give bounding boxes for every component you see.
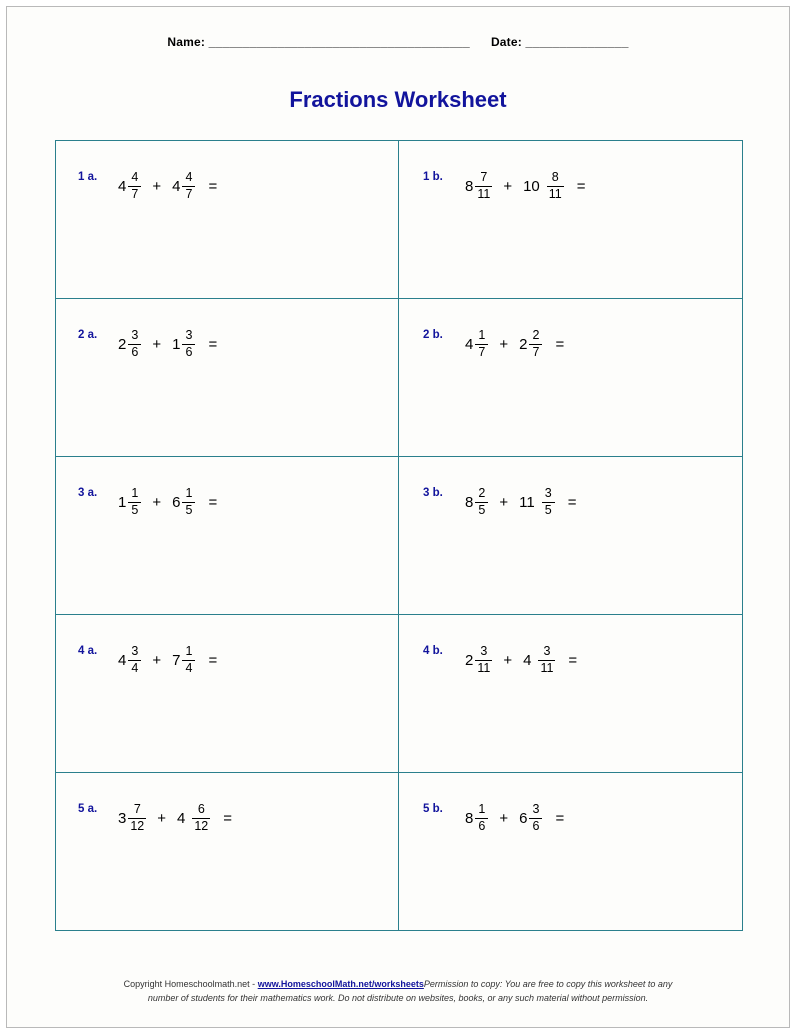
operator: + xyxy=(499,335,509,353)
permission-label: Permission to copy: xyxy=(423,979,503,989)
footer-line-2: number of students for their mathematics work. Do not distribute on websites, books, or any such material without permission. xyxy=(147,992,649,1003)
whole-part: 4 xyxy=(177,809,186,827)
mixed-number-first xyxy=(118,329,141,358)
mixed-number-first xyxy=(118,171,141,200)
problem-tag: 5 b. xyxy=(423,803,443,815)
denominator: 6 xyxy=(478,818,486,833)
problem-expression xyxy=(465,485,742,519)
whole-part: 3 xyxy=(118,809,127,827)
denominator: 5 xyxy=(185,502,193,517)
mixed-number-first xyxy=(118,487,141,516)
fraction xyxy=(475,487,488,516)
date-label: Date: xyxy=(490,35,522,49)
problem-expression xyxy=(465,327,742,361)
problem-cell-3b xyxy=(399,457,742,614)
denominator: 4 xyxy=(185,660,193,675)
denominator: 7 xyxy=(131,186,139,201)
mixed-number-first xyxy=(465,329,488,358)
fraction xyxy=(182,329,195,358)
denominator: 11 xyxy=(477,186,491,201)
denominator: 6 xyxy=(131,344,139,359)
permission-text: You are free to copy this worksheet to any xyxy=(502,979,673,989)
numerator: 3 xyxy=(185,328,193,343)
whole-part: 6 xyxy=(519,809,528,827)
problem-expression xyxy=(118,643,398,677)
fraction xyxy=(182,171,195,200)
numerator: 3 xyxy=(543,644,551,659)
denominator: 11 xyxy=(540,660,554,675)
whole-part: 8 xyxy=(465,177,474,195)
equals-sign: = xyxy=(567,493,577,511)
denominator: 5 xyxy=(544,502,552,517)
whole-part: 4 xyxy=(172,177,181,195)
problem-expression xyxy=(465,643,742,677)
fraction xyxy=(475,645,492,674)
problem-expression xyxy=(118,801,398,835)
problem-row xyxy=(56,299,742,457)
fraction xyxy=(475,171,492,200)
mixed-number-second xyxy=(172,329,195,358)
whole-part: 1 xyxy=(172,335,181,353)
problem-tag: 2 b. xyxy=(423,329,443,341)
whole-part: 2 xyxy=(519,335,528,353)
problem-row xyxy=(56,141,742,299)
whole-part: 2 xyxy=(465,651,474,669)
numerator: 1 xyxy=(478,802,486,817)
problem-cell-1b xyxy=(399,141,742,298)
mixed-number-second xyxy=(519,803,542,832)
whole-part: 10 xyxy=(523,177,540,195)
copyright-text: Copyright Homeschoolmath.net - xyxy=(123,979,258,989)
denominator: 6 xyxy=(185,344,193,359)
mixed-number-second xyxy=(519,329,542,358)
fraction xyxy=(475,803,488,832)
whole-part: 11 xyxy=(519,493,535,511)
footer-line-1 xyxy=(7,978,789,992)
problem-tag: 1 a. xyxy=(78,171,98,183)
problem-cell-2a xyxy=(56,299,399,456)
operator: + xyxy=(157,809,167,827)
problem-tag: 2 a. xyxy=(78,329,98,341)
equals-sign: = xyxy=(555,809,565,827)
denominator: 6 xyxy=(532,818,540,833)
fraction xyxy=(538,645,555,674)
problem-cell-4b xyxy=(399,615,742,772)
problem-cell-4a xyxy=(56,615,399,772)
problem-cell-2b xyxy=(399,299,742,456)
whole-part: 4 xyxy=(118,651,127,669)
problem-expression xyxy=(118,169,398,203)
mixed-number-first xyxy=(118,645,141,674)
denominator: 7 xyxy=(532,344,540,359)
name-blank-line: ______________________________________ xyxy=(208,35,470,49)
denominator: 11 xyxy=(477,660,491,675)
mixed-number-first xyxy=(118,803,146,832)
problem-tag: 1 b. xyxy=(423,171,443,183)
footer xyxy=(7,978,789,1005)
problem-cell-5a xyxy=(56,773,399,930)
mixed-number-second xyxy=(172,645,195,674)
problems-grid xyxy=(55,140,743,931)
denominator: 12 xyxy=(130,818,145,833)
mixed-number-first xyxy=(465,171,492,200)
operator: + xyxy=(152,177,162,195)
page-title: Fractions Worksheet xyxy=(289,87,507,112)
operator: + xyxy=(499,493,509,511)
problem-cell-3a xyxy=(56,457,399,614)
mixed-number-second xyxy=(172,171,195,200)
mixed-number-first xyxy=(465,645,492,674)
problem-row xyxy=(56,773,742,930)
numerator: 1 xyxy=(185,644,193,659)
worksheet-page xyxy=(6,6,790,1028)
fraction xyxy=(128,329,141,358)
name-label: Name: xyxy=(167,35,206,49)
equals-sign: = xyxy=(208,335,218,353)
operator: + xyxy=(152,493,162,511)
mixed-number-second xyxy=(177,803,210,832)
whole-part: 4 xyxy=(118,177,127,195)
problem-row xyxy=(56,615,742,773)
denominator: 4 xyxy=(131,660,139,675)
equals-sign: = xyxy=(208,651,218,669)
problem-expression xyxy=(465,801,742,835)
denominator: 5 xyxy=(478,502,486,517)
whole-part: 4 xyxy=(523,651,532,669)
problem-cell-1a xyxy=(56,141,399,298)
operator: + xyxy=(503,177,513,195)
fraction xyxy=(529,803,542,832)
numerator: 3 xyxy=(131,644,139,659)
numerator: 1 xyxy=(131,486,139,501)
fraction xyxy=(542,487,555,516)
operator: + xyxy=(499,809,509,827)
denominator: 7 xyxy=(478,344,486,359)
whole-part: 2 xyxy=(118,335,127,353)
denominator: 7 xyxy=(185,186,193,201)
numerator: 3 xyxy=(544,486,552,501)
denominator: 12 xyxy=(194,818,209,833)
mixed-number-first xyxy=(465,487,488,516)
problem-row xyxy=(56,457,742,615)
numerator: 6 xyxy=(197,802,205,817)
operator: + xyxy=(503,651,513,669)
whole-part: 4 xyxy=(465,335,474,353)
whole-part: 6 xyxy=(172,493,181,511)
equals-sign: = xyxy=(568,651,578,669)
problem-expression xyxy=(465,169,742,203)
numerator: 7 xyxy=(133,802,141,817)
mixed-number-second xyxy=(523,645,555,674)
fraction xyxy=(529,329,542,358)
problem-expression xyxy=(118,485,398,519)
problem-tag: 5 a. xyxy=(78,803,98,815)
equals-sign: = xyxy=(555,335,565,353)
equals-sign: = xyxy=(208,177,218,195)
problem-expression xyxy=(118,327,398,361)
fraction xyxy=(547,171,564,200)
numerator: 2 xyxy=(532,328,540,343)
numerator: 4 xyxy=(185,170,193,185)
fraction xyxy=(128,645,141,674)
problem-cell-5b xyxy=(399,773,742,930)
numerator: 1 xyxy=(185,486,193,501)
fraction xyxy=(182,487,195,516)
operator: + xyxy=(152,651,162,669)
denominator: 11 xyxy=(548,186,562,201)
denominator: 5 xyxy=(131,502,139,517)
numerator: 3 xyxy=(532,802,540,817)
mixed-number-first xyxy=(465,803,488,832)
fraction xyxy=(128,803,146,832)
mixed-number-second xyxy=(523,171,564,200)
numerator: 7 xyxy=(480,170,488,185)
equals-sign: = xyxy=(208,493,218,511)
problem-tag: 3 b. xyxy=(423,487,443,499)
fraction xyxy=(128,171,141,200)
numerator: 8 xyxy=(551,170,559,185)
numerator: 2 xyxy=(478,486,486,501)
fraction xyxy=(128,487,141,516)
mixed-number-second xyxy=(519,487,555,516)
numerator: 4 xyxy=(131,170,139,185)
numerator: 1 xyxy=(478,328,486,343)
equals-sign: = xyxy=(223,809,233,827)
mixed-number-second xyxy=(172,487,195,516)
name-date-header xyxy=(7,35,789,49)
problem-tag: 3 a. xyxy=(78,487,98,499)
whole-part: 1 xyxy=(118,493,127,511)
equals-sign: = xyxy=(576,177,586,195)
problem-tag: 4 b. xyxy=(423,645,443,657)
fraction xyxy=(182,645,195,674)
operator: + xyxy=(152,335,162,353)
numerator: 3 xyxy=(131,328,139,343)
whole-part: 7 xyxy=(172,651,181,669)
homeschoolmath-link[interactable]: www.HomeschoolMath.net/worksheets xyxy=(257,979,424,989)
fraction xyxy=(192,803,210,832)
problem-tag: 4 a. xyxy=(78,645,98,657)
fraction xyxy=(475,329,488,358)
numerator: 3 xyxy=(480,644,488,659)
whole-part: 8 xyxy=(465,809,474,827)
whole-part: 8 xyxy=(465,493,474,511)
date-blank-line: _______________ xyxy=(525,35,629,49)
